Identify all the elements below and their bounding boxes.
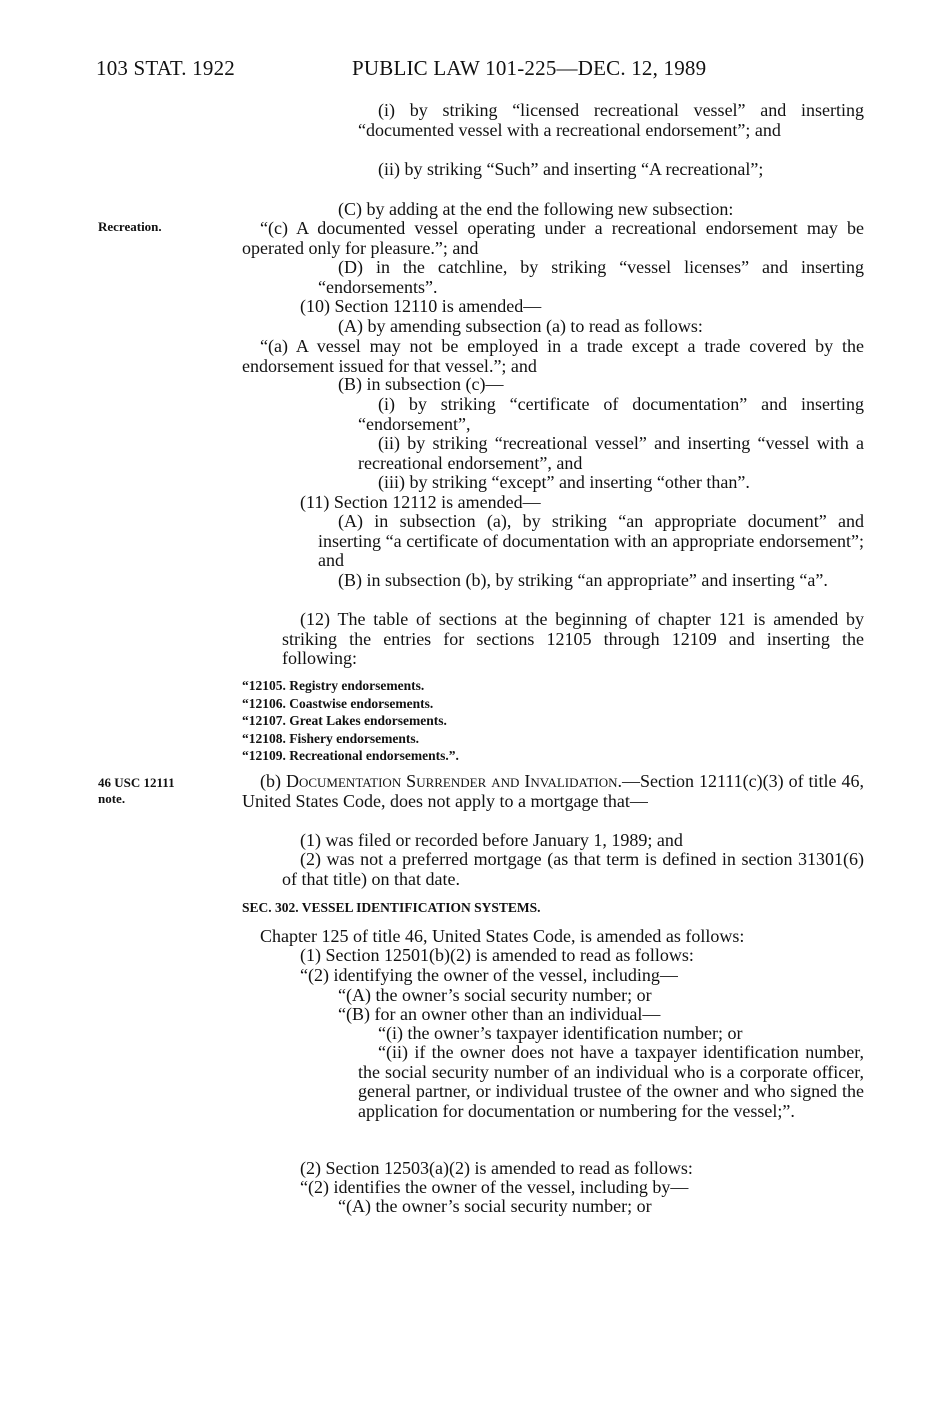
- paragraph: (A) in subsection (a), by striking “an appropriate document” and inserting “a certificate of documentation with an appropriate endorsement”; and: [318, 511, 864, 570]
- toc-entry: “12105. Registry endorsements.: [242, 678, 425, 693]
- paragraph: (B) in subsection (c)—: [338, 374, 504, 394]
- paragraph: (2) Section 12503(a)(2) is amended to read as follows:: [300, 1158, 693, 1178]
- paragraph: “(i) the owner’s taxpayer identification number; or: [378, 1023, 743, 1043]
- paragraph: (C) by adding at the end the following new subsection:: [338, 199, 734, 219]
- toc-entry: “12109. Recreational endorsements.”.: [242, 748, 459, 763]
- section-heading: SEC. 302. VESSEL IDENTIFICATION SYSTEMS.: [242, 900, 541, 915]
- paragraph: “(2) identifying the owner of the vessel, including—: [300, 965, 678, 985]
- subsection-b-heading: Documentation Surrender and Invalidation.: [285, 771, 622, 791]
- paragraph: Chapter 125 of title 46, United States Code, is amended as follows:: [260, 926, 745, 946]
- margin-note-usc-line1: 46 USC 12111: [98, 775, 175, 790]
- paragraph: “(A) the owner’s social security number; or: [338, 1196, 652, 1216]
- paragraph: (1) was filed or recorded before January 1, 1989; and: [300, 830, 683, 850]
- paragraph: (12) The table of sections at the beginning of chapter 121 is amended by striking the entries for sections 12105 through 12109 and inserting the following:: [282, 609, 864, 668]
- margin-note-usc: [98, 775, 175, 807]
- paragraph: (11) Section 12112 is amended—: [300, 492, 541, 512]
- paragraph: “(c) A documented vessel operating under a recreational endorsement may be operated only for pleasure.”; and: [242, 218, 864, 258]
- paragraph: (i) by striking “certificate of documentation” and inserting “endorsement”,: [358, 394, 864, 434]
- paragraph: (D) in the catchline, by striking “vessel licenses” and inserting “endorsements”.: [318, 257, 864, 297]
- paragraph: “(A) the owner’s social security number; or: [338, 985, 652, 1005]
- paragraph: “(a) A vessel may not be employed in a trade except a trade covered by the endorsement issued for that vessel.”; and: [242, 336, 864, 376]
- paragraph: (1) Section 12501(b)(2) is amended to read as follows:: [300, 945, 694, 965]
- paragraph: (ii) by striking “recreational vessel” and inserting “vessel with a recreational endorsement”, and: [358, 433, 864, 473]
- paragraph: (2) was not a preferred mortgage (as that term is defined in section 31301(6) of that title) on that date.: [282, 849, 864, 889]
- subsection-b: [242, 772, 864, 811]
- paragraph: “(B) for an owner other than an individual—: [338, 1004, 661, 1024]
- margin-note-usc-line2: note.: [98, 791, 126, 806]
- paragraph: (B) in subsection (b), by striking “an appropriate” and inserting “a”.: [338, 570, 828, 590]
- toc-entry: “12107. Great Lakes endorsements.: [242, 713, 447, 728]
- running-header-title: PUBLIC LAW 101-225—DEC. 12, 1989: [352, 56, 707, 80]
- margin-note-recreation: Recreation.: [98, 219, 162, 234]
- paragraph: (iii) by striking “except” and inserting “other than”.: [378, 472, 750, 492]
- paragraph: (ii) by striking “Such” and inserting “A recreational”;: [378, 159, 764, 179]
- statute-page-number: 103 STAT. 1922: [96, 56, 235, 80]
- toc-entry: “12106. Coastwise endorsements.: [242, 695, 434, 711]
- subsection-b-text: —Section 12111(c)(3) of title 46, United States Code, does not apply to a mortgage that—: [242, 771, 864, 811]
- subsection-b-label: (b): [260, 771, 281, 791]
- paragraph: (A) by amending subsection (a) to read as follows:: [338, 316, 703, 336]
- paragraph: “(ii) if the owner does not have a taxpayer identification number, the social security number of an individual who is a corporate officer, general partner, or individual trustee of the owner and who signed the application for documentation or numbering for the vessel;”.: [358, 1042, 864, 1121]
- paragraph: (10) Section 12110 is amended—: [300, 296, 542, 316]
- toc-entry: “12108. Fishery endorsements.: [242, 730, 419, 746]
- paragraph: “(2) identifies the owner of the vessel, including by—: [300, 1177, 689, 1197]
- paragraph: (i) by striking “licensed recreational vessel” and inserting “documented vessel with a recreational endorsement”; and: [358, 100, 864, 140]
